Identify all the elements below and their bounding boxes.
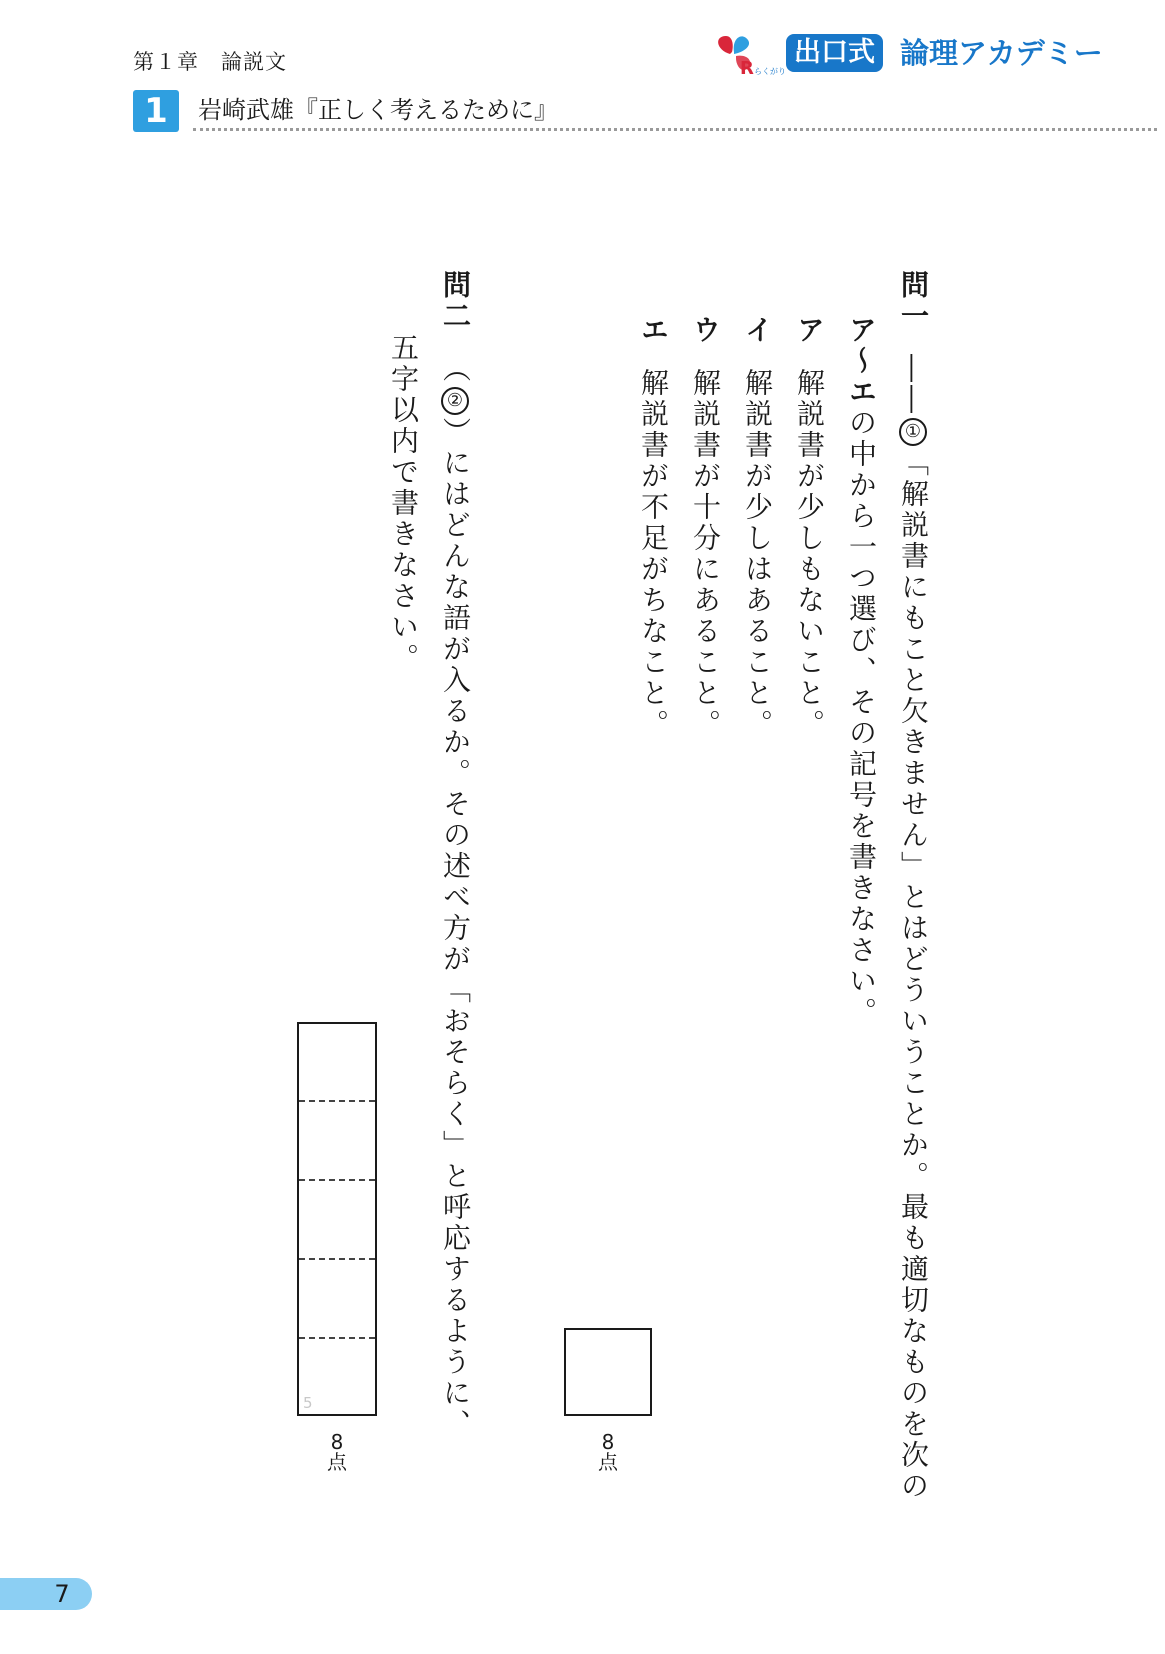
q1-range-text: の中から一つ選び、その記号を書きなさい。 [845, 408, 878, 1028]
q1-answer-box[interactable] [564, 1328, 652, 1416]
q2-answer-grid[interactable] [297, 1022, 377, 1416]
brand-logo [710, 28, 1130, 78]
q1-option-a [791, 315, 827, 740]
option-key: ア [793, 315, 826, 346]
q2-label: 問二 [439, 270, 472, 332]
cell-divider [299, 1337, 375, 1339]
q2-line-1 [437, 270, 473, 1440]
q2-circled-number: ② [441, 387, 469, 415]
q2-paren-close: ） [439, 417, 472, 448]
q1-option-e [635, 315, 671, 740]
q1-points-unit: 点 [598, 1450, 618, 1474]
q1-label: 問一 [897, 270, 930, 332]
q2-line-2 [385, 333, 421, 674]
q1-points [588, 1432, 628, 1472]
q1-lead: ―― [897, 354, 930, 416]
option-text: 解説書が少しはあること。 [741, 368, 774, 740]
q1-line-1 [895, 270, 931, 1502]
q2-text: にはどんな語が入るか。その述べ方が「おそらく」と呼応するように、 [439, 448, 472, 1440]
chapter-heading: 第１章 論説文 [133, 50, 287, 74]
lesson-title: 岩崎武雄『正しく考えるために』 [198, 96, 558, 124]
option-key: イ [741, 315, 774, 346]
q2-points-value: 8 [330, 1430, 344, 1454]
q1-range-label: ア〜エ [845, 315, 878, 408]
q2-points-unit: 点 [327, 1450, 347, 1474]
header-dotted-rule [193, 128, 1157, 131]
clover-logo-icon [710, 28, 786, 79]
q1-circled-number: ① [899, 418, 927, 446]
option-text: 解説書が不足がちなこと。 [637, 368, 670, 740]
option-text: 解説書が少しもないこと。 [793, 368, 826, 740]
option-key: エ [637, 315, 670, 346]
option-text: 解説書が十分にあること。 [689, 368, 722, 740]
brand-box: 出口式 [786, 34, 883, 72]
cell-count-label: 5 [303, 1394, 313, 1412]
q2-points [317, 1432, 357, 1472]
q1-points-value: 8 [601, 1430, 615, 1454]
svg-text:R: R [740, 58, 754, 79]
brand-name: 論理アカデミー [900, 36, 1103, 70]
cell-divider [299, 1258, 375, 1260]
q1-option-u [687, 315, 723, 740]
option-key: ウ [689, 315, 722, 346]
page-number: 7 [54, 1580, 70, 1608]
q1-text: 「解説書にもこと欠きません」とはどういうことか。最も適切なものを次の [897, 448, 930, 1502]
q1-option-i [739, 315, 775, 740]
q2-text-2: 五字以内で書きなさい。 [387, 333, 420, 674]
cell-divider [299, 1179, 375, 1181]
q1-line-2 [843, 315, 879, 1028]
lesson-number-badge: 1 [133, 90, 179, 132]
brand-small-logo: らくがり [754, 67, 786, 76]
q2-paren-open: （ [439, 354, 472, 385]
cell-divider [299, 1100, 375, 1102]
